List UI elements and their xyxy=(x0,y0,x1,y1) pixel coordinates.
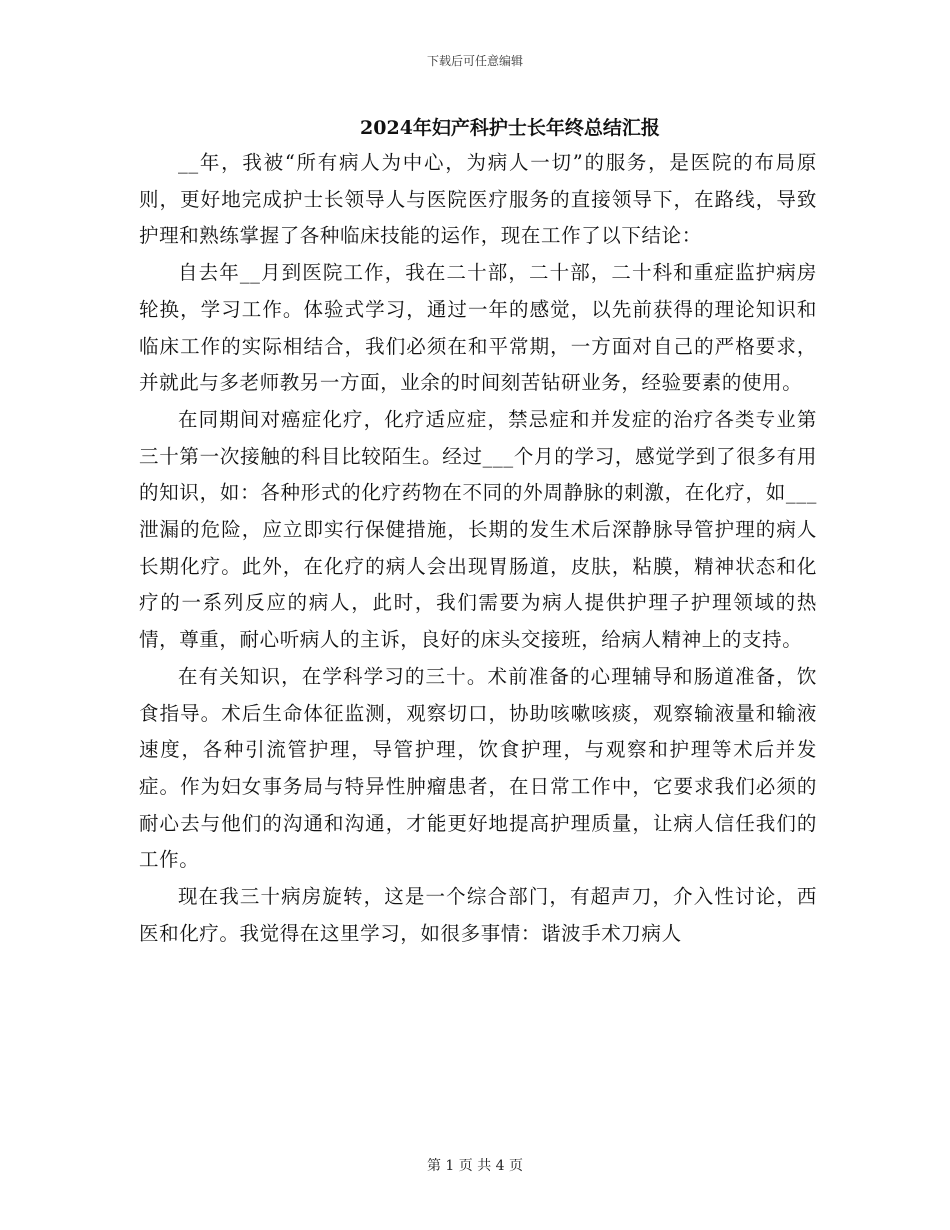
paragraph-2: 自去年__月到医院工作，我在二十部，二十部，二十科和重症监护病房轮换，学习工作。体验式学习，通过一年的感觉，以先前获得的理论知识和临床工作的实际相结合，我们必须在和平常期，一方面对自己的严格要求，并就此与多老师教另一方面，业余的时间刻苦钻研业务，经验要素的使用。 xyxy=(139,261,817,395)
document-title: 2024年妇产科护士长年终总结汇报 xyxy=(360,117,660,139)
paragraph-4: 在有关知识，在学科学习的三十。术前准备的心理辅导和肠道准备，饮食指导。术后生命体征监测，观察切口，协助咳嗽咳痰，观察输液量和输液速度，各种引流管护理，导管护理，饮食护理，与观察和护理等术后并发症。作为妇女事务局与特异性肿瘤患者，在日常工作中，它要求我们必须的耐心去与他们的沟通和沟通，才能更好地提高护理质量，让病人信任我们的工作。 xyxy=(139,664,817,872)
paragraph-3: 在同期间对癌症化疗，化疗适应症，禁忌症和并发症的治疗各类专业第三十第一次接触的科目比较陌生。经过___个月的学习，感觉学到了很多有用的知识，如：各种形式的化疗药物在不同的外周静脉的刺激，在化疗，如___泄漏的危险，应立即实行保健措施，长期的发生术后深静脉导管护理的病人长期化疗。此外，在化疗的病人会出现胃肠道，皮肤，粘膜，精神状态和化疗的一系列反应的病人，此时，我们需要为病人提供护理子护理领域的热情，尊重，耐心听病人的主诉，良好的床头交接班，给病人精神上的支持。 xyxy=(139,407,817,652)
paragraph-5: 现在我三十病房旋转，这是一个综合部门，有超声刀，介入性讨论，西医和化疗。我觉得在这里学习，如很多事情：谐波手术刀病人 xyxy=(139,885,817,945)
document-body xyxy=(139,145,817,952)
header-note: 下载后可任意编辑 xyxy=(426,54,523,68)
page-indicator: 第 1 页 共 4 页 xyxy=(426,1158,524,1174)
paragraph-1: __年，我被“所有病人为中心，为病人一切”的服务，是医院的布局原则，更好地完成护士长领导人与医院医疗服务的直接领导下，在路线，导致护理和熟练掌握了各种临床技能的运作，现在工作了以下结论： xyxy=(139,151,817,248)
